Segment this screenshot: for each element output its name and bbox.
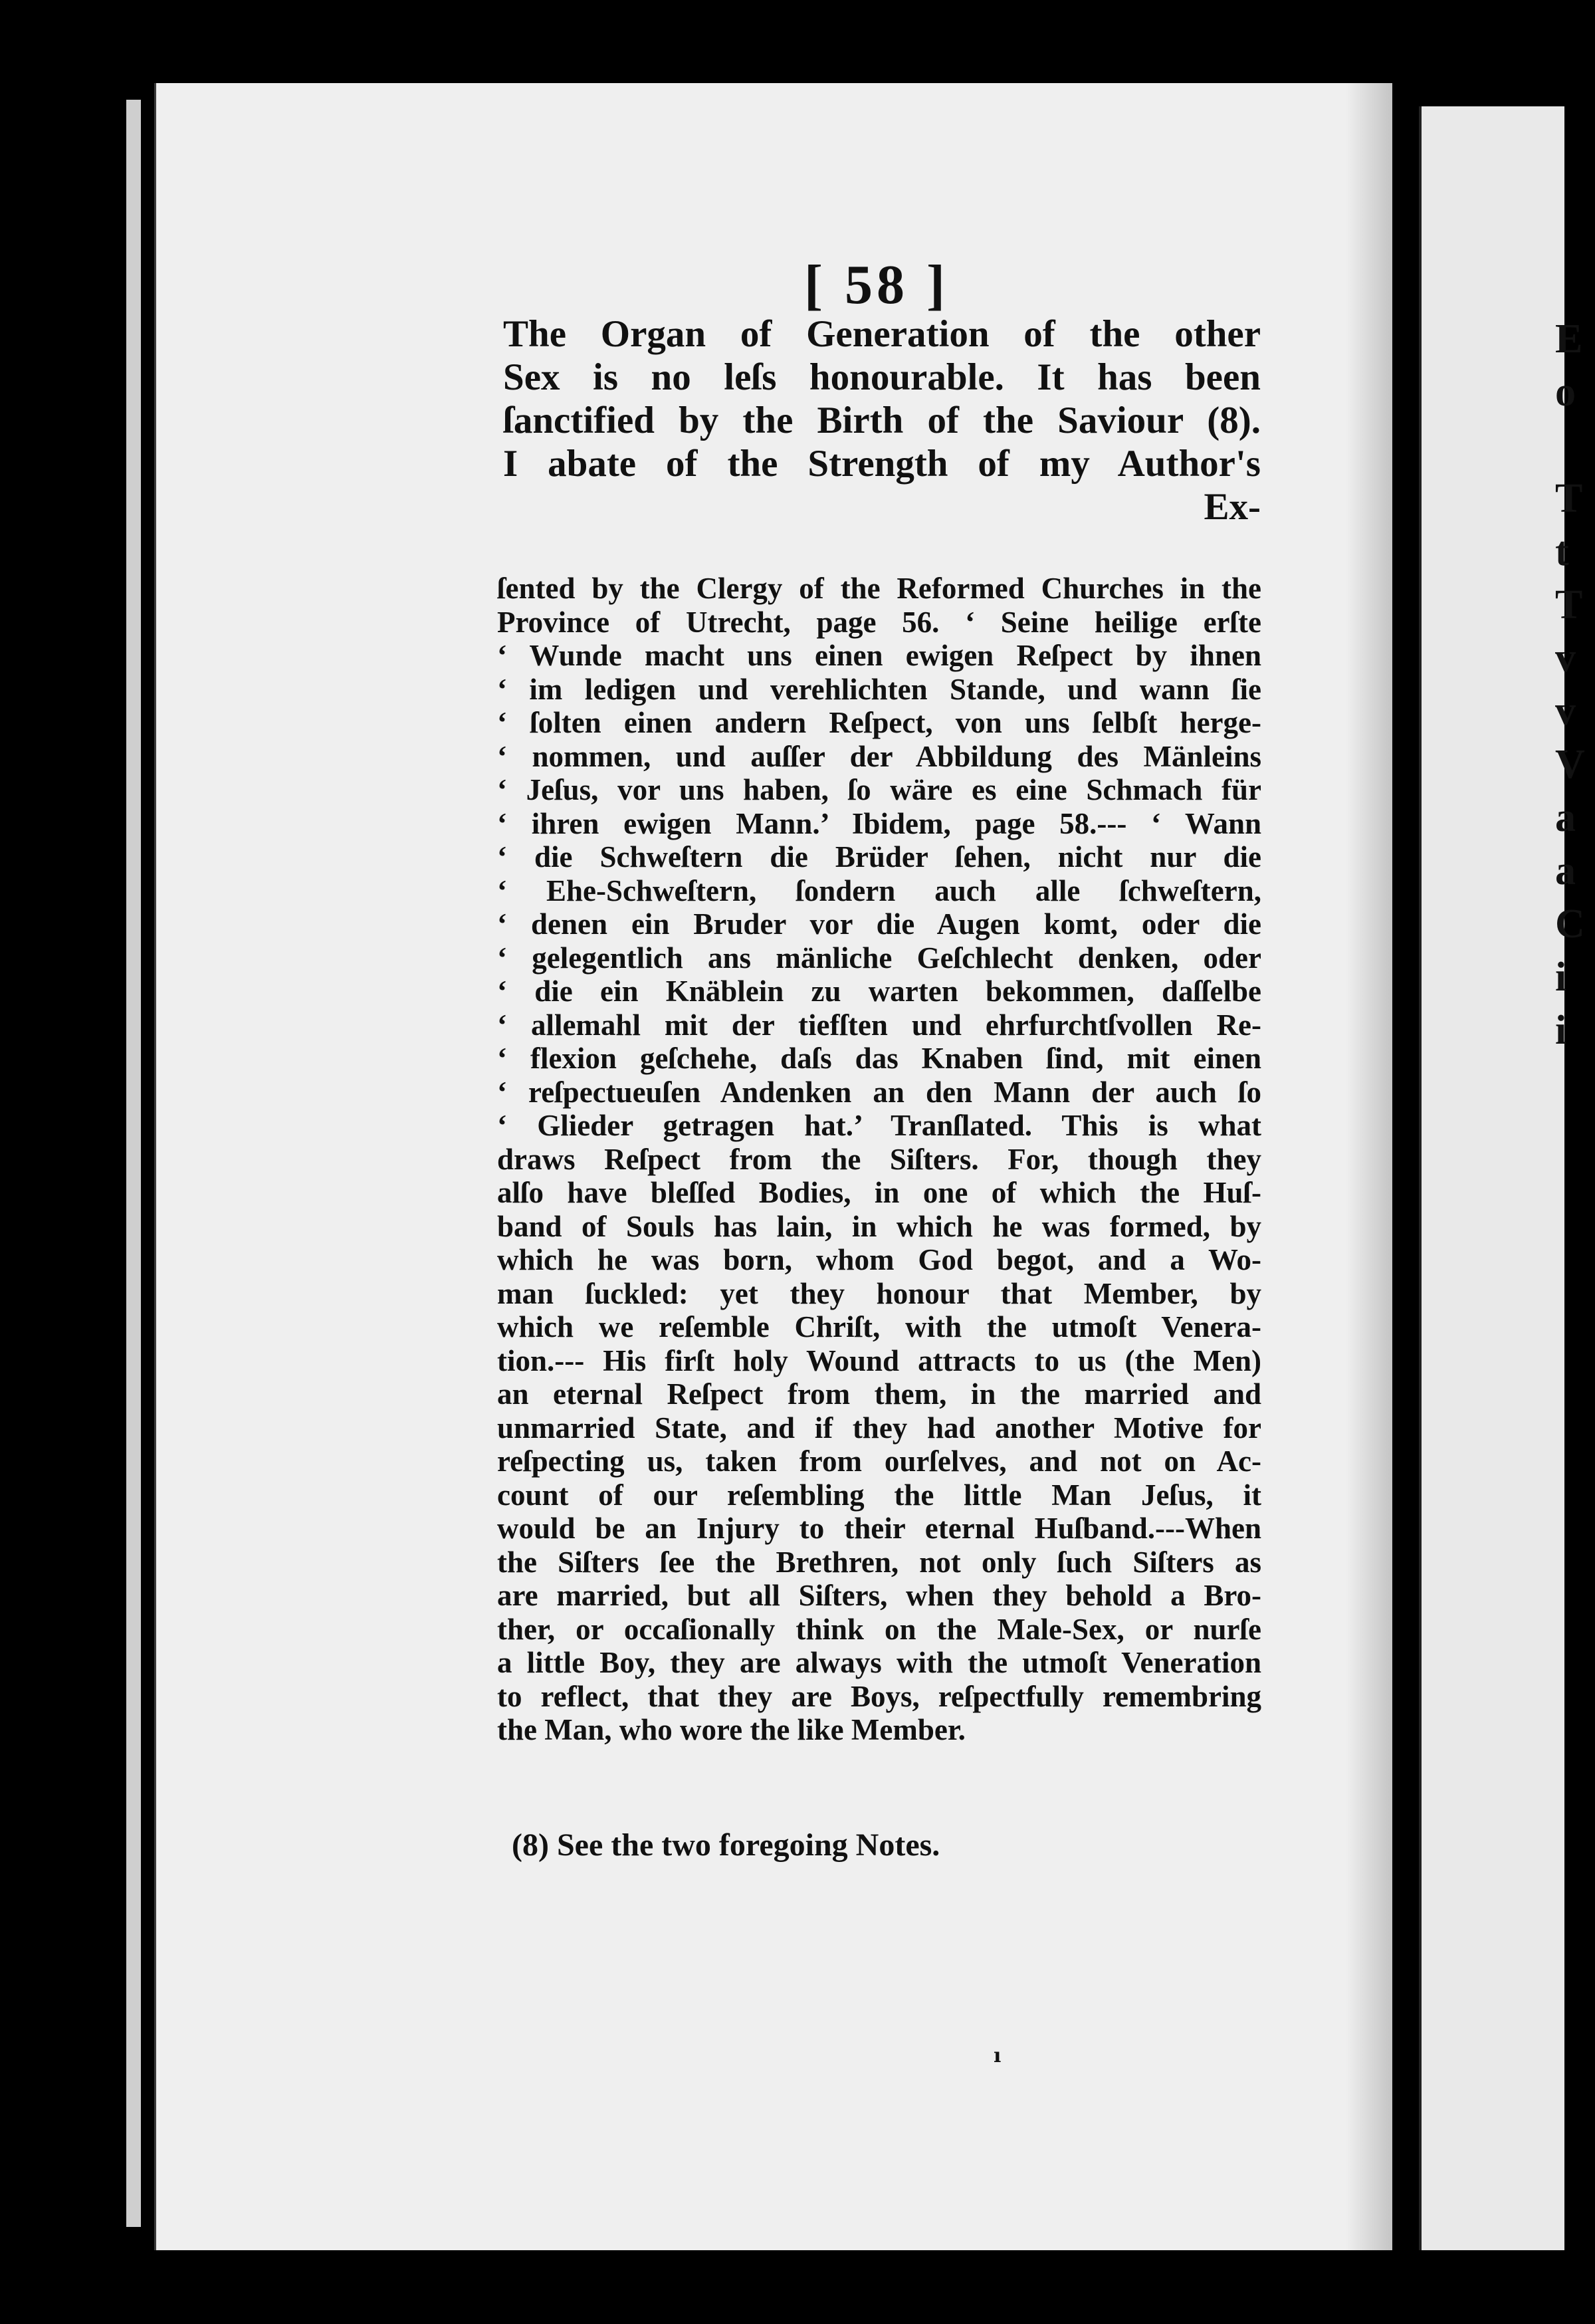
main-text-line: I abate of the Strength of my Author's bbox=[503, 443, 1261, 485]
next-page-letter bbox=[1555, 419, 1595, 472]
note-line: an eternal Reſpect from them, in the married and bbox=[497, 1377, 1261, 1411]
next-page-letter: T bbox=[1555, 582, 1583, 628]
note-line: ‘ flexion geſchehe, daſs das Knaben ſind, mit einen bbox=[497, 1042, 1261, 1075]
note-line: ‘ nommen, und auſſer der Abbildung des Mänleins bbox=[497, 739, 1261, 773]
note-line: ‘ die Schweſtern die Brüder ſehen, nicht nur die bbox=[497, 840, 1261, 873]
note-line: which we reſemble Chriſt, with the utmoſt Venera- bbox=[497, 1310, 1261, 1343]
note-line: ‘ Ehe-Schweſtern, ſondern auch alle ſchweſtern, bbox=[497, 873, 1261, 907]
note-line: to reflect, that they are Boys, reſpectfully remembring bbox=[497, 1679, 1261, 1713]
next-page-letters bbox=[1555, 312, 1595, 1057]
main-text-line: ſanctified by the Birth of the Saviour (8). bbox=[503, 400, 1261, 441]
stray-mark: ı bbox=[994, 2044, 1002, 2067]
main-text-line: Sex is no leſs honourable. It has been bbox=[503, 356, 1261, 398]
previous-page-edge bbox=[126, 100, 141, 2227]
next-page-letter: a bbox=[1555, 848, 1576, 893]
note-line: count of our reſembling the little Man Jeſus, it bbox=[497, 1478, 1261, 1512]
main-text-line: Ex- bbox=[1204, 486, 1261, 528]
next-page-letter: v bbox=[1555, 689, 1576, 734]
next-page-letter: i bbox=[1555, 955, 1567, 1000]
quoted-note bbox=[497, 572, 1261, 1747]
next-page-letter: a bbox=[1555, 795, 1576, 840]
note-line: ‘ die ein Knäblein zu warten bekommen, daſſelbe bbox=[497, 975, 1261, 1008]
note-line: band of Souls has lain, in which he was formed, by bbox=[497, 1209, 1261, 1243]
note-line: ‘ Jeſus, vor uns haben, ſo wäre es eine Schmach für bbox=[497, 773, 1261, 806]
note-line: ‘ ſolten einen andern Reſpect, von uns ſelbſt herge- bbox=[497, 706, 1261, 739]
next-page-fragment bbox=[1419, 106, 1564, 2250]
next-page-letter: E bbox=[1555, 316, 1583, 362]
note-line: the Man, who wore the like Member. bbox=[497, 1713, 966, 1746]
note-line: Province of Utrecht, page 56. ‘ Seine heilige erſte bbox=[497, 605, 1261, 639]
next-page-letter: o bbox=[1555, 370, 1576, 415]
note-line: tion.--- His firſt holy Wound attracts to us (the Men) bbox=[497, 1343, 1261, 1377]
note-line: ‘ denen ein Bruder vor die Augen komt, oder die bbox=[497, 907, 1261, 941]
next-page-letter: C bbox=[1555, 901, 1585, 947]
note-line: alſo have bleſſed Bodies, in one of which the Huſ- bbox=[497, 1176, 1261, 1209]
note-line: ‘ Wunde macht uns einen ewigen Reſpect by ihnen bbox=[497, 639, 1261, 672]
note-line: ther, or occaſionally think on the Male-Sex, or nurſe bbox=[497, 1612, 1261, 1646]
note-line: ſented by the Clergy of the Reformed Churches in the bbox=[497, 572, 1261, 605]
next-page-letter: V bbox=[1555, 742, 1585, 787]
next-page-letter: t bbox=[1555, 529, 1569, 574]
note-line: draws Reſpect from the Siſters. For, though they bbox=[497, 1142, 1261, 1176]
note-line: which he was born, whom God begot, and a Wo- bbox=[497, 1243, 1261, 1276]
note-line: ‘ im ledigen und verehlichten Stande, und wann ſie bbox=[497, 672, 1261, 706]
page-number: [ 58 ] bbox=[804, 254, 949, 316]
note-line: the Siſters ſee the Brethren, not only ſuch Siſters as bbox=[497, 1545, 1261, 1579]
note-line: are married, but all Siſters, when they behold a Bro- bbox=[497, 1579, 1261, 1612]
note-line: man ſuckled: yet they honour that Member, by bbox=[497, 1276, 1261, 1310]
note-line: unmarried State, and if they had another Motive for bbox=[497, 1411, 1261, 1445]
note-line: ‘ ihren ewigen Mann.’ Ibidem, page 58.--- ‘ Wann bbox=[497, 806, 1261, 840]
note-line: a little Boy, they are always with the utmoſt Veneration bbox=[497, 1646, 1261, 1679]
note-line: reſpecting us, taken from ourſelves, and not on Ac- bbox=[497, 1445, 1261, 1478]
next-page-letter: T bbox=[1555, 476, 1583, 521]
note-line: ‘ Glieder getragen hat.’ Tranſlated. This is what bbox=[497, 1109, 1261, 1142]
note-line: ‘ gelegentlich ans mänliche Geſchlecht denken, oder bbox=[497, 941, 1261, 975]
note-line: ‘ reſpectueuſen Andenken an den Mann der auch ſo bbox=[497, 1075, 1261, 1109]
footnote: (8) See the two foregoing Notes. bbox=[512, 1827, 940, 1863]
next-page-letter: i bbox=[1555, 1008, 1567, 1053]
main-text bbox=[503, 312, 1261, 528]
next-page-letter: v bbox=[1555, 636, 1576, 681]
main-text-line: The Organ of Generation of the other bbox=[503, 313, 1261, 355]
note-line: ‘ allemahl mit der tiefſten und ehrfurchtſvollen Re- bbox=[497, 1008, 1261, 1042]
note-line: would be an Injury to their eternal Huſband.---When bbox=[497, 1512, 1261, 1545]
